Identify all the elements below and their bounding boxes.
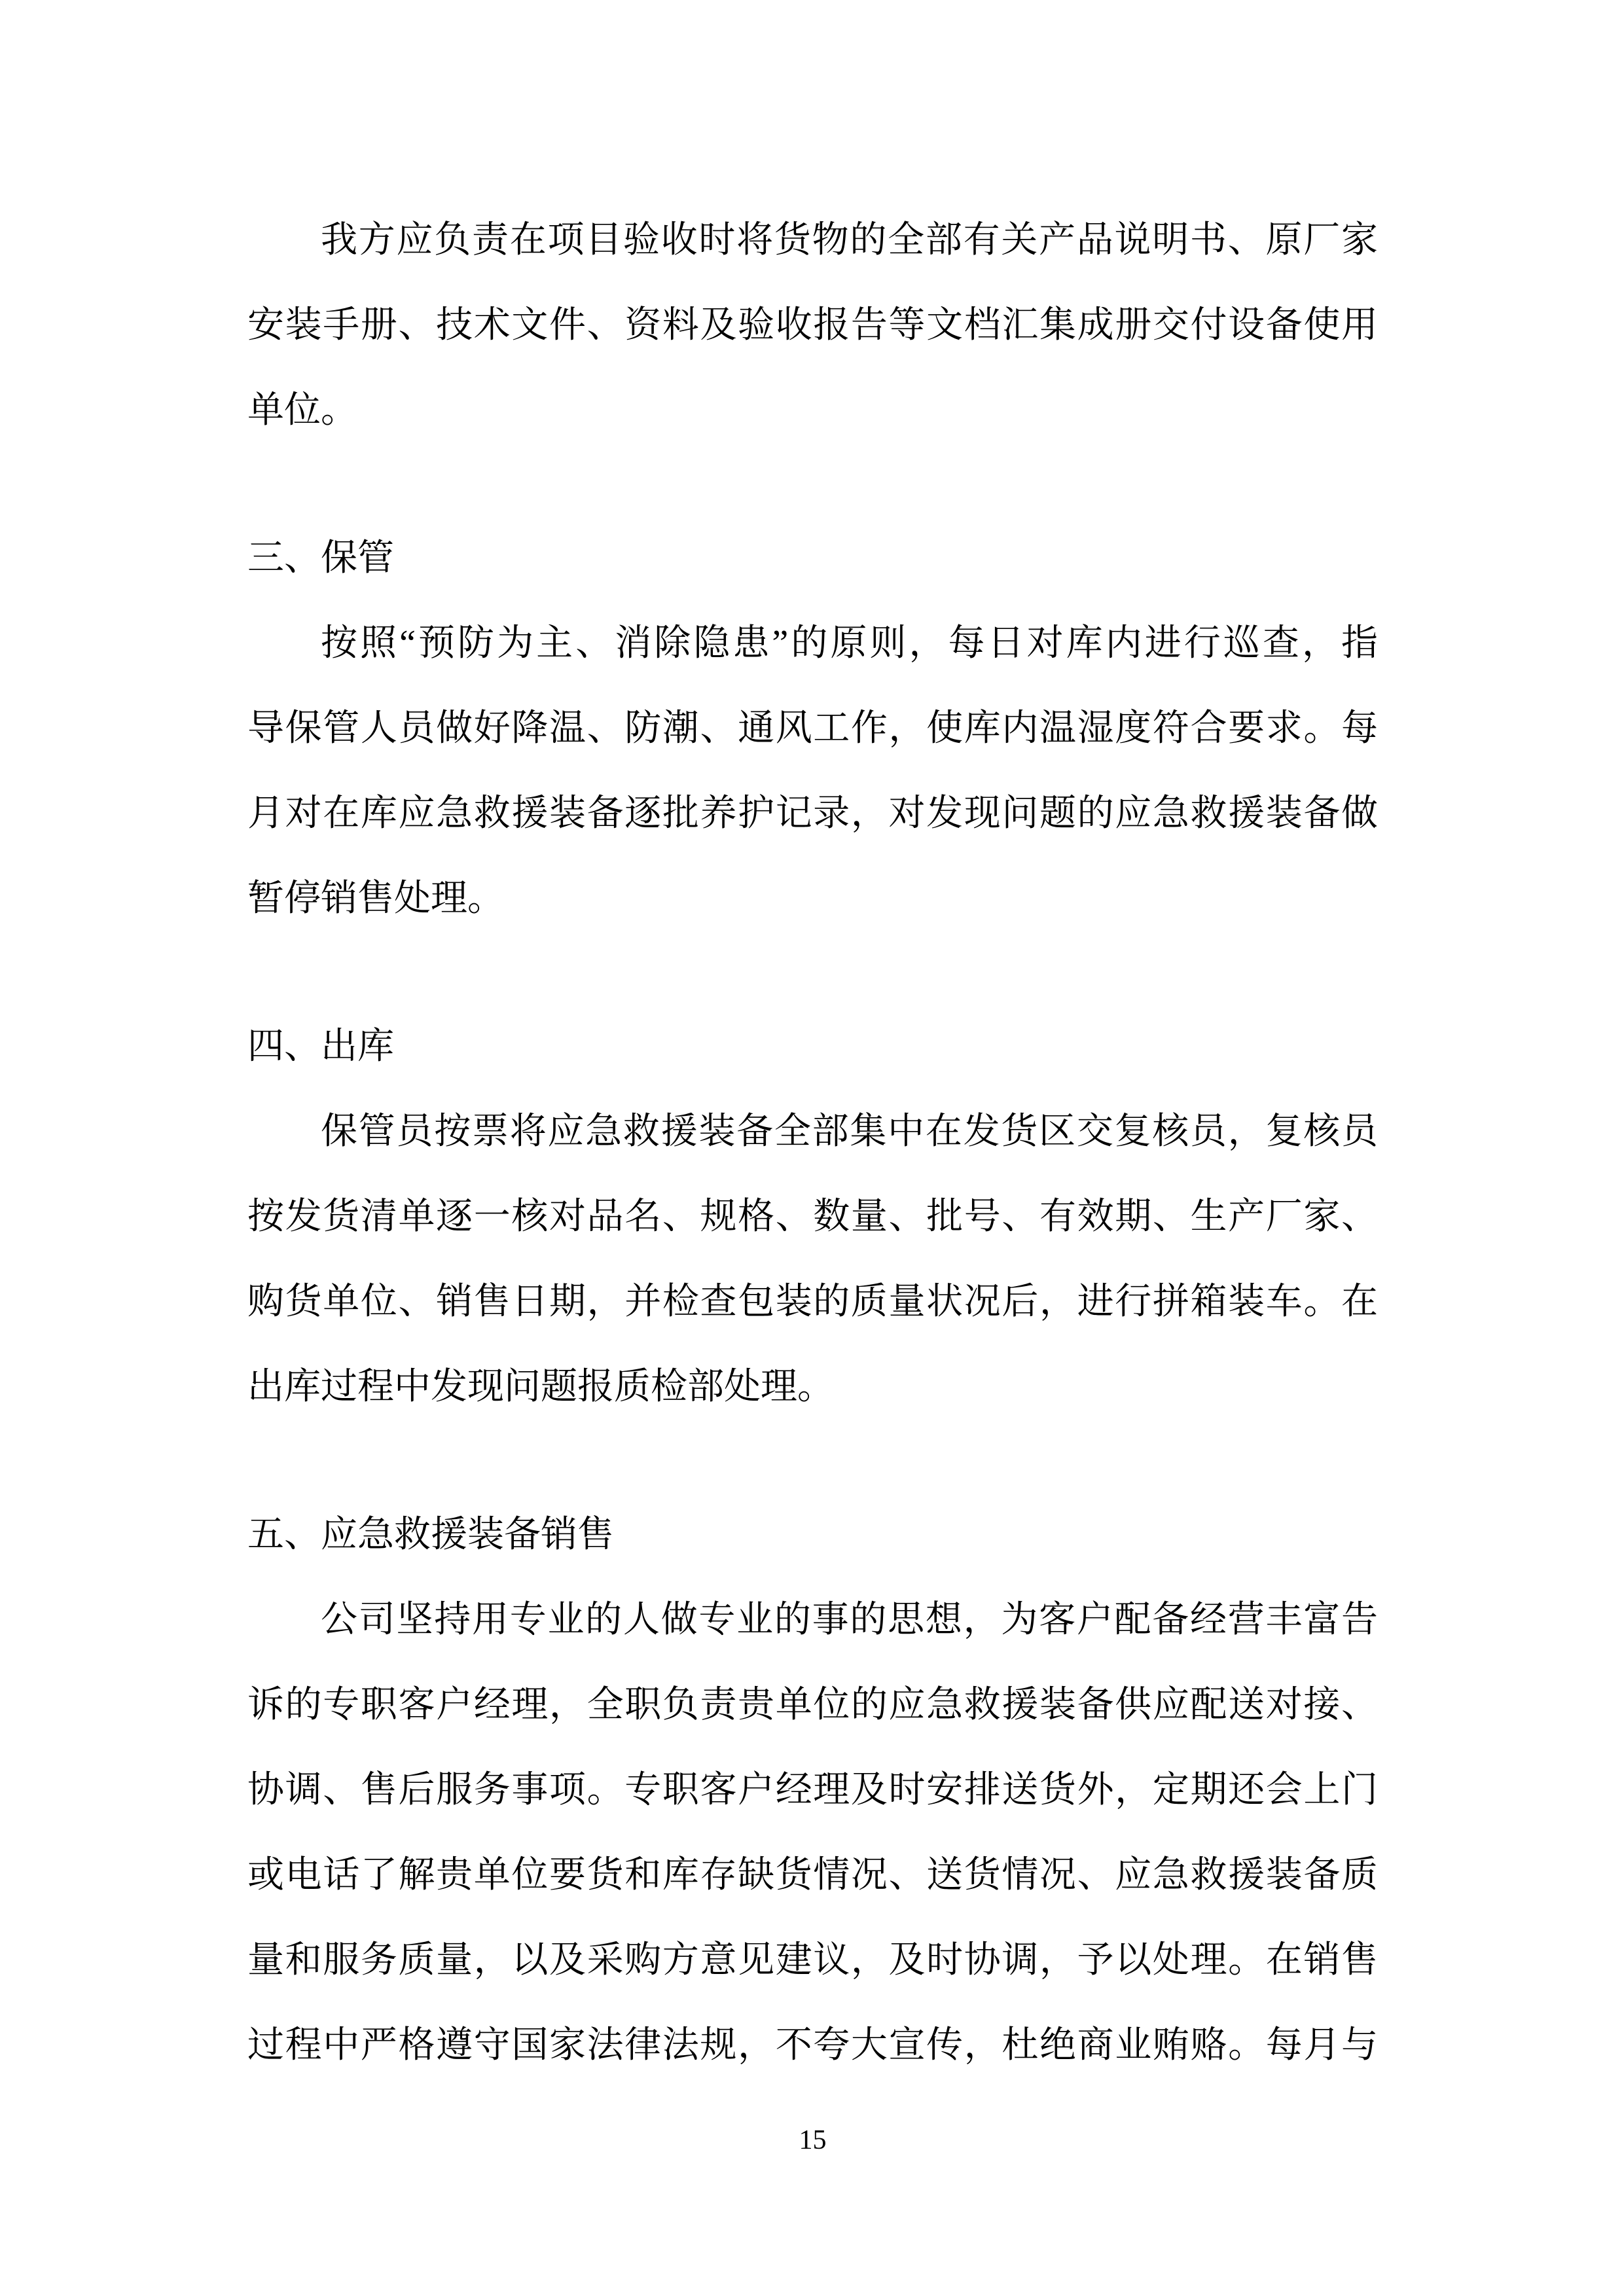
paragraph-line: 量和服务质量，以及采购方意见建议，及时协调，予以处理。在销售 [247, 1940, 1378, 1981]
section-heading-storage: 三、保管 [247, 538, 394, 579]
page-number: 15 [799, 2125, 827, 2155]
paragraph-line: 按照“预防为主、消除隐患”的原则，每日对库内进行巡查，指 [321, 623, 1378, 664]
paragraph-line: 单位。 [247, 390, 357, 431]
section-heading-sales: 五、应急救援装备销售 [247, 1515, 614, 1555]
section-heading-outbound: 四、出库 [247, 1026, 394, 1067]
page-body [247, 198, 1378, 2088]
paragraph-line: 协调、售后服务事项。专职客户经理及时安排送货外，定期还会上门 [247, 1770, 1378, 1810]
paragraph-line: 购货单位、销售日期，并检查包装的质量状况后，进行拼箱装车。在 [247, 1282, 1378, 1322]
paragraph-line: 公司坚持用专业的人做专业的事的思想，为客户配备经营丰富告 [321, 1600, 1378, 1640]
paragraph-line: 我方应负责在项目验收时将货物的全部有关产品说明书、原厂家 [321, 220, 1378, 260]
paragraph-line: 安装手册、技术文件、资料及验收报告等文档汇集成册交付设备使用 [247, 305, 1378, 346]
paragraph-line: 或电话了解贵单位要货和库存缺货情况、送货情况、应急救援装备质 [247, 1855, 1378, 1895]
paragraph-line: 暂停销售处理。 [247, 878, 504, 919]
paragraph-line: 导保管人员做好降温、防潮、通风工作，使库内温湿度符合要求。每 [247, 708, 1378, 749]
paragraph-line: 过程中严格遵守国家法律法规，不夸大宣传，杜绝商业贿赂。每月与 [247, 2025, 1378, 2066]
paragraph-line: 月对在库应急救援装备逐批养护记录，对发现问题的应急救援装备做 [247, 793, 1378, 834]
paragraph-line: 诉的专职客户经理，全职负责贵单位的应急救援装备供应配送对接、 [247, 1685, 1378, 1725]
paragraph-line: 出库过程中发现问题报质检部处理。 [247, 1367, 834, 1407]
paragraph-line: 保管员按票将应急救援装备全部集中在发货区交复核员，复核员 [321, 1111, 1378, 1152]
paragraph-line: 按发货清单逐一核对品名、规格、数量、批号、有效期、生产厂家、 [247, 1196, 1378, 1237]
